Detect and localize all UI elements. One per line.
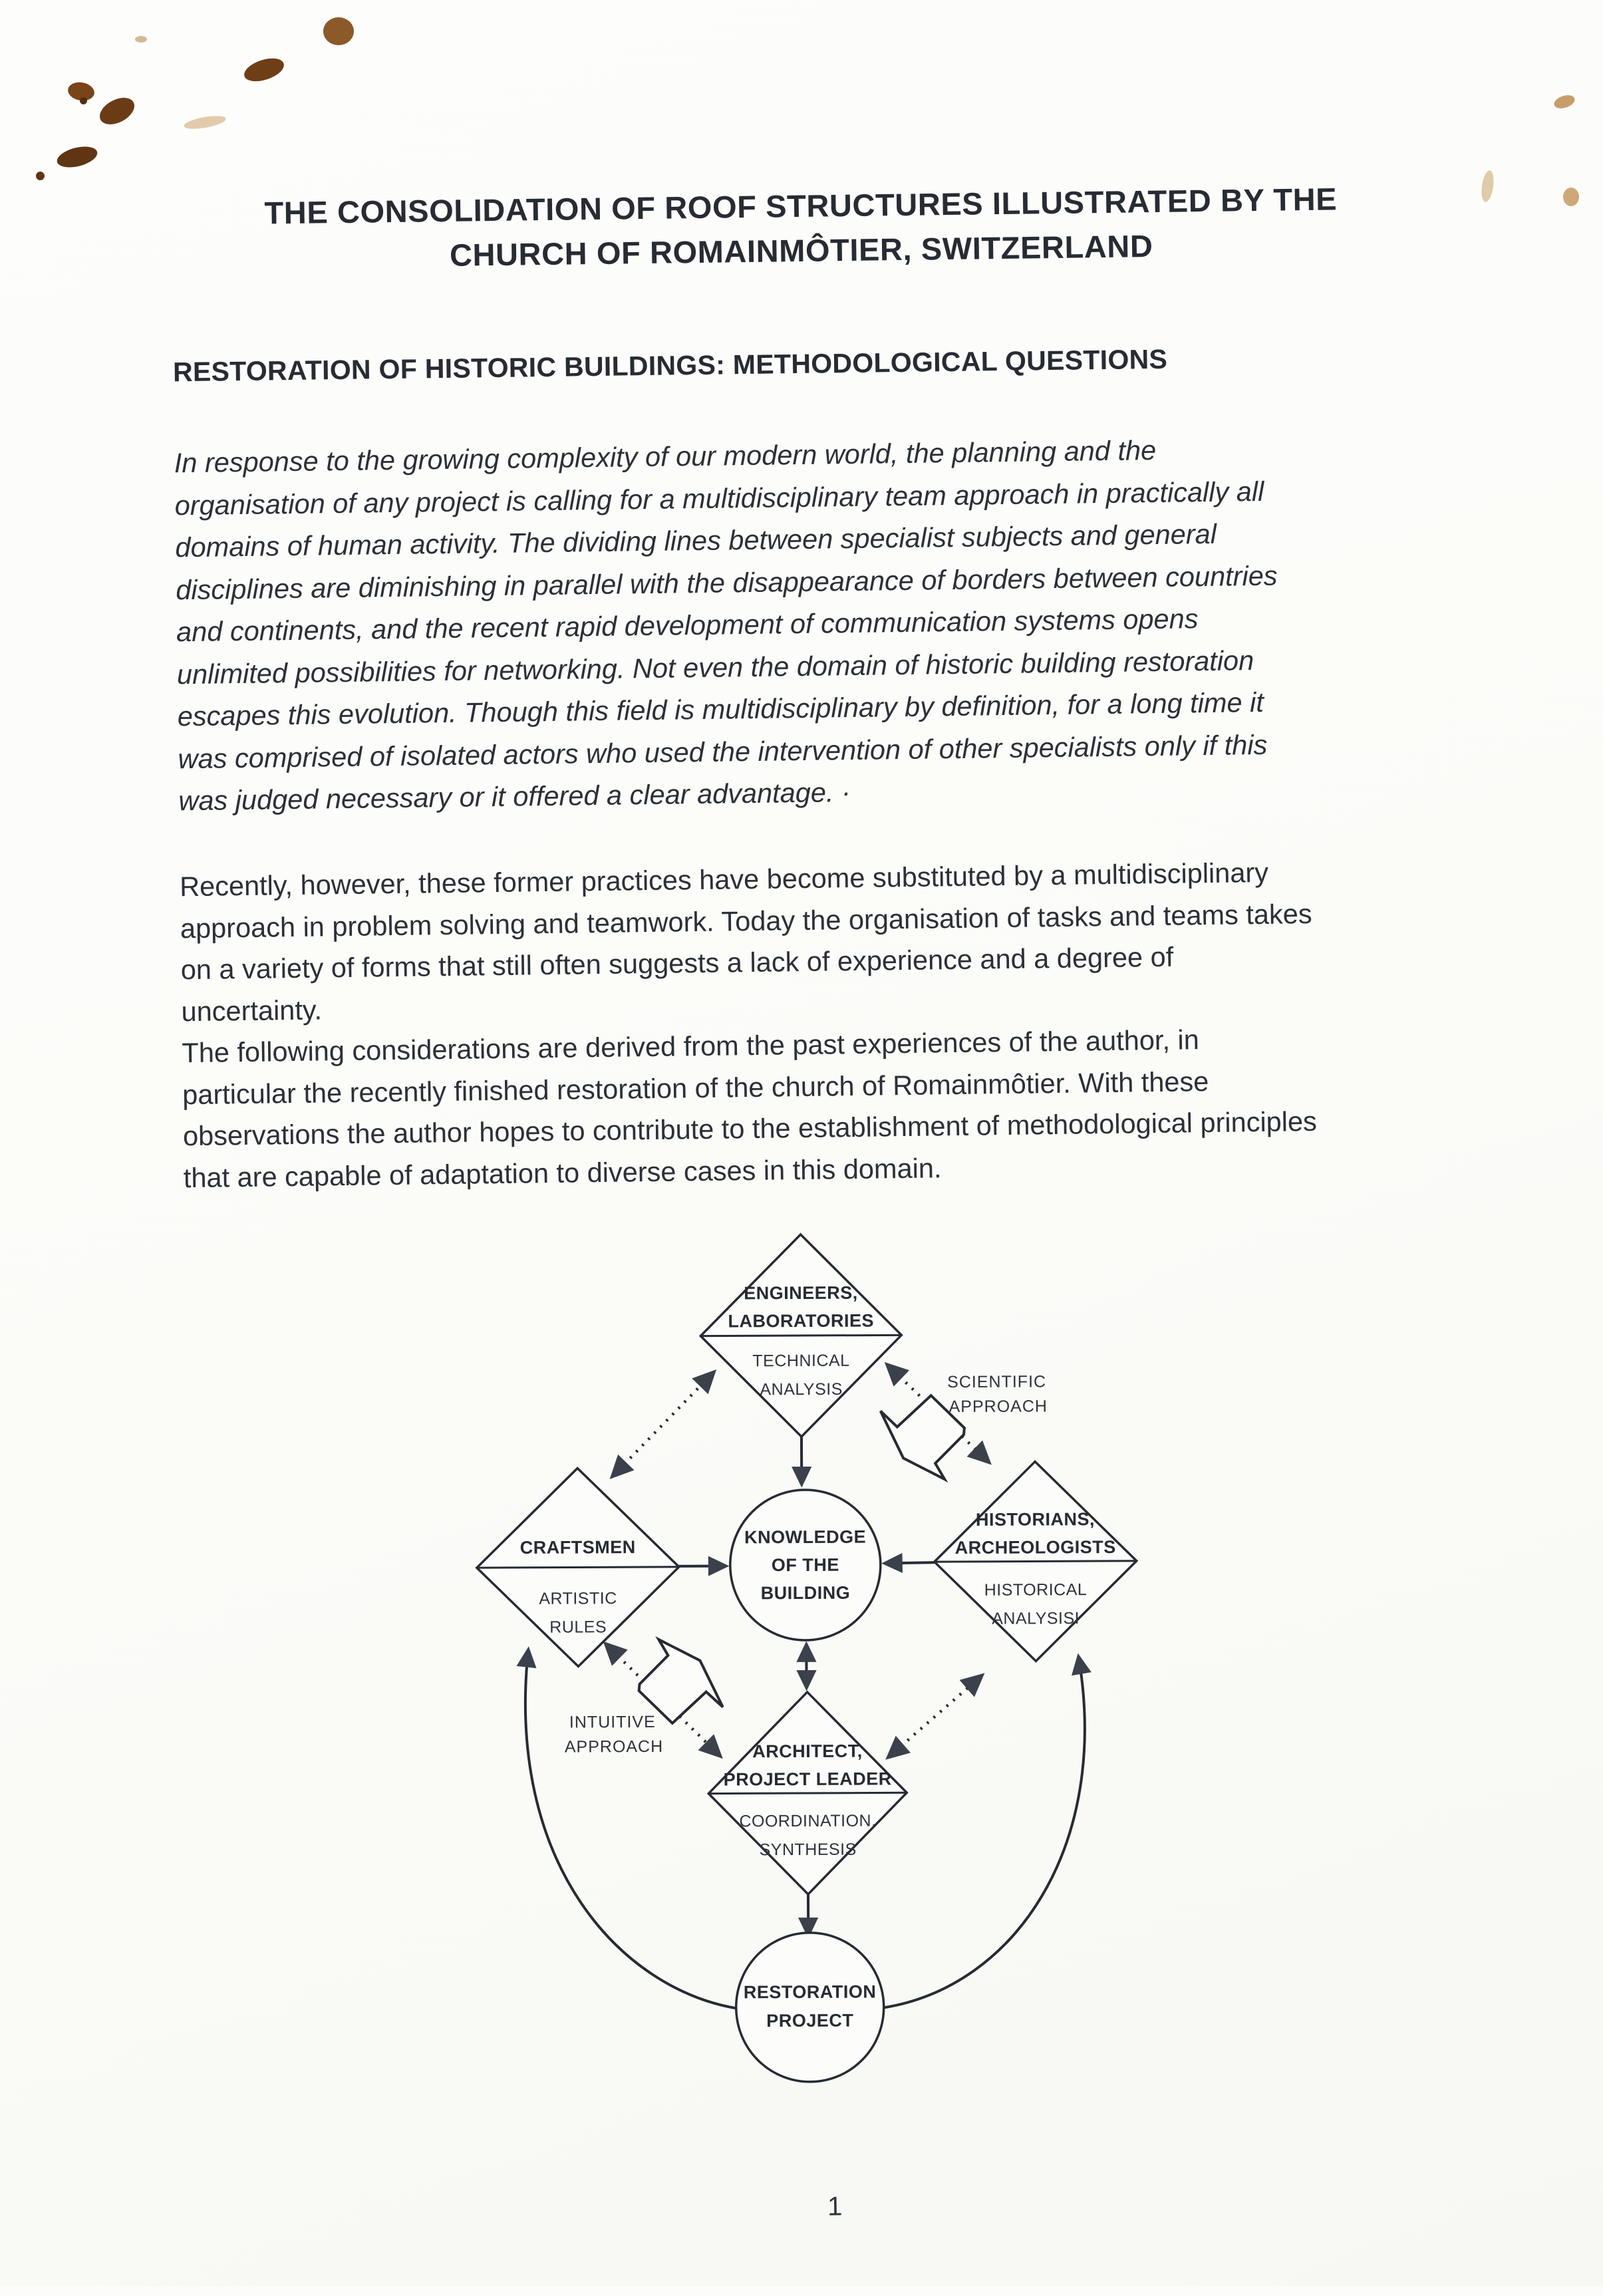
engineers-label: ENGINEERS, bbox=[744, 1283, 858, 1304]
architect-label: PROJECT LEADER bbox=[724, 1769, 892, 1789]
paragraph-recent-practices: Recently, however, these former practices have become substituted by a multidisciplinary approach in problem solving and teamwork. Today the organisation of tasks and teams takes on a variety of forms that still often suggests a lack of experience and a degree of uncertainty. bbox=[180, 848, 1578, 1032]
engineers-role: ANALYSIS bbox=[760, 1380, 843, 1399]
diagram-text bbox=[519, 1282, 1118, 2032]
intro-paragraph-italic: In response to the growing complexity of our modern world, the planning and the organisation of any project is calling for a multidisciplinary team approach in practically all domains of human activity. The dividing lines between specialist subjects and general disciplines are diminishing in parallel with the disappearance of borders between countries and continents, and the recent rapid development of communication systems opens unlimited possibilities for networking. Not even the domain of historic building restoration escapes this evolution. Though this field is multidisciplinary by definition, for a long time it was comprised of isolated actors who used the intervention of other specialists only if this was judged necessary or it offered a clear advantage. · bbox=[174, 424, 1575, 822]
architect-role: SYNTHESIS bbox=[760, 1840, 857, 1860]
curve-restoration-to-historians bbox=[882, 1656, 1086, 2007]
craftsmen-label: CRAFTSMEN bbox=[520, 1537, 636, 1558]
intuitive-approach-label: APPROACH bbox=[565, 1737, 663, 1757]
arrow-historians-to-knowledge bbox=[885, 1562, 935, 1563]
document-title-line2: CHURCH OF ROMAINMÔTIER, SWITZERLAND bbox=[0, 217, 1603, 283]
historians-role: HISTORICAL bbox=[984, 1580, 1088, 1600]
restoration-label: RESTORATION bbox=[744, 1981, 877, 2002]
knowledge-label: KNOWLEDGE bbox=[744, 1527, 866, 1548]
historians-label: ARCHEOLOGISTS bbox=[955, 1537, 1116, 1558]
intuitive-approach-label: INTUITIVE bbox=[569, 1713, 656, 1732]
divider-craftsmen bbox=[477, 1567, 679, 1568]
document-title bbox=[0, 173, 1603, 283]
document-title-line1: THE CONSOLIDATION OF ROOF STRUCTURES ILLUSTRATED BY THE bbox=[0, 173, 1602, 239]
knowledge-label: BUILDING bbox=[761, 1583, 851, 1604]
craftsmen-role: ARTISTIC bbox=[539, 1589, 617, 1608]
circle-restoration-project bbox=[736, 1932, 884, 2082]
historians-role: ANALYSISI bbox=[992, 1609, 1080, 1628]
paragraph-following-considerations: The following considerations are derived from the past experiences of the author, in particular the recently finished restoration of the church of Romainmôtier. With these observations the author hopes to contribute to the establishment of methodological principles that are capable of adaptation to diverse cases in this domain. bbox=[182, 1014, 1580, 1199]
historians-label: HISTORIANS, bbox=[976, 1509, 1095, 1530]
scientific-approach-label: SCIENTIFIC bbox=[947, 1372, 1046, 1391]
dotted-link-architect-historians bbox=[888, 1675, 983, 1758]
engineers-label: LABORATORIES bbox=[728, 1310, 874, 1331]
knowledge-label: OF THE bbox=[772, 1555, 839, 1575]
craftsmen-role: RULES bbox=[549, 1618, 607, 1636]
engineers-role: TECHNICAL bbox=[752, 1352, 849, 1371]
section-heading: RESTORATION OF HISTORIC BUILDINGS: METHODOLOGICAL QUESTIONS bbox=[173, 344, 1168, 388]
divider-historians bbox=[935, 1561, 1137, 1562]
scientific-approach-label: APPROACH bbox=[949, 1397, 1048, 1416]
methodology-diagram bbox=[424, 1222, 1180, 2104]
curve-restoration-to-craftsmen bbox=[525, 1648, 736, 2009]
restoration-label: PROJECT bbox=[766, 2011, 853, 2031]
body-paragraphs bbox=[180, 848, 1580, 1199]
page-number: 1 bbox=[25, 2182, 1603, 2233]
architect-role: COORDINATION, bbox=[739, 1811, 876, 1830]
dotted-link-craftsmen-engineers bbox=[612, 1372, 715, 1477]
divider-engineers bbox=[700, 1335, 901, 1336]
block-arrow-intuitive bbox=[639, 1639, 723, 1723]
architect-label: ARCHITECT, bbox=[752, 1741, 863, 1762]
